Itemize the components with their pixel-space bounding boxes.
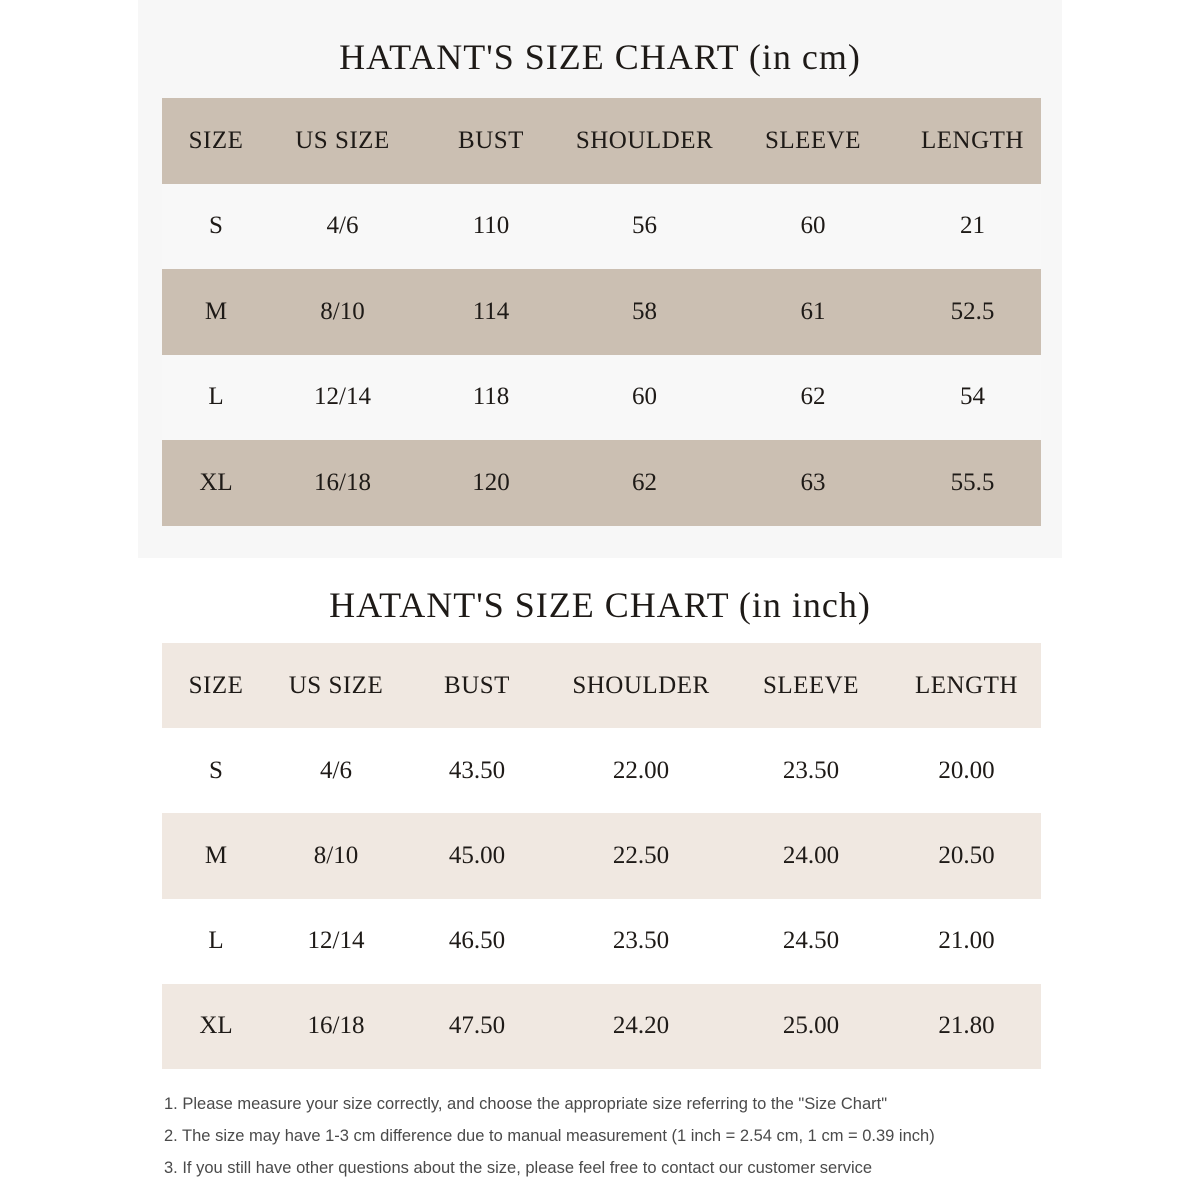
- table-row: [162, 899, 1041, 984]
- table-row: [162, 269, 1041, 355]
- cell-us-size: 16/18: [307, 1012, 365, 1040]
- cell-shoulder: 22.50: [612, 841, 670, 869]
- cell-size: L: [208, 383, 224, 411]
- cell-bust: 114: [472, 297, 510, 325]
- cell-length: 20.50: [938, 841, 995, 869]
- header-us-size: US SIZE: [295, 126, 390, 154]
- cell-us-size: 4/6: [326, 212, 359, 240]
- cell-sleeve: 61: [800, 297, 826, 325]
- table-header-row: [162, 98, 1041, 184]
- cell-shoulder: 62: [632, 468, 657, 496]
- table-row: [162, 440, 1041, 526]
- size-notes: [164, 1088, 935, 1184]
- cm-size-table: [162, 98, 1041, 526]
- table-row: [162, 355, 1041, 441]
- header-bust: BUST: [458, 126, 524, 154]
- cell-us-size: 4/6: [320, 756, 352, 784]
- cell-sleeve: 23.50: [782, 756, 840, 784]
- header-size: SIZE: [188, 671, 244, 699]
- cell-bust: 120: [472, 468, 510, 496]
- header-sleeve: SLEEVE: [762, 671, 860, 699]
- header-length: LENGTH: [915, 671, 1018, 699]
- table-row: [162, 728, 1041, 813]
- cm-chart-title: HATANT'S SIZE CHART (in cm): [339, 37, 861, 77]
- cell-us-size: 12/14: [307, 927, 365, 955]
- header-us-size: US SIZE: [288, 671, 384, 699]
- cell-sleeve: 60: [800, 212, 826, 240]
- header-shoulder: SHOULDER: [572, 671, 710, 699]
- cell-shoulder: 24.20: [612, 1012, 670, 1040]
- cell-shoulder: 22.00: [612, 756, 670, 784]
- cell-sleeve: 24.50: [782, 927, 840, 955]
- cell-us-size: 12/14: [314, 383, 371, 411]
- cell-length: 52.5: [950, 297, 995, 325]
- table-row: [162, 184, 1041, 270]
- note-3: 3. If you still have other questions about the size, please feel free to contact our customer service: [164, 1159, 873, 1177]
- cell-us-size: 16/18: [314, 468, 371, 496]
- cell-sleeve: 63: [800, 468, 826, 496]
- cell-length: 55.5: [950, 468, 995, 496]
- table-row: [162, 813, 1041, 898]
- cell-shoulder: 23.50: [612, 927, 670, 955]
- cell-shoulder: 58: [632, 297, 657, 325]
- cell-shoulder: 60: [632, 383, 657, 411]
- cell-size: M: [204, 297, 228, 325]
- cell-length: 54: [960, 383, 985, 411]
- cell-sleeve: 24.00: [782, 841, 840, 869]
- cell-length: 21.00: [938, 927, 995, 955]
- cell-size: S: [209, 212, 223, 240]
- table-header-row: [162, 643, 1041, 728]
- cell-bust: 47.50: [448, 1012, 506, 1040]
- cell-size: XL: [199, 1012, 233, 1040]
- cell-bust: 46.50: [448, 927, 506, 955]
- cell-sleeve: 62: [800, 383, 826, 411]
- cell-bust: 45.00: [448, 841, 506, 869]
- cell-bust: 110: [472, 212, 510, 240]
- cell-length: 20.00: [938, 756, 995, 784]
- cell-size: S: [209, 756, 223, 784]
- cell-shoulder: 56: [632, 212, 657, 240]
- header-shoulder: SHOULDER: [575, 126, 714, 154]
- cell-bust: 43.50: [448, 756, 506, 784]
- inch-size-table: [162, 643, 1041, 1069]
- cell-size: L: [208, 927, 224, 955]
- note-2: 2. The size may have 1-3 cm difference due to manual measurement (1 inch = 2.54 cm, 1 cm = 0.39 inch): [164, 1127, 935, 1145]
- header-length: LENGTH: [921, 126, 1024, 154]
- cell-size: XL: [199, 468, 233, 496]
- inch-chart-title: HATANT'S SIZE CHART (in inch): [329, 585, 871, 625]
- cell-sleeve: 25.00: [782, 1012, 840, 1040]
- cell-bust: 118: [472, 383, 510, 411]
- header-bust: BUST: [444, 671, 510, 699]
- cell-us-size: 8/10: [313, 841, 359, 869]
- cell-length: 21: [960, 212, 985, 240]
- cell-us-size: 8/10: [320, 297, 365, 325]
- cell-size: M: [204, 841, 228, 869]
- header-size: SIZE: [188, 126, 244, 154]
- table-row: [162, 984, 1041, 1069]
- cell-length: 21.80: [938, 1012, 995, 1040]
- note-1: 1. Please measure your size correctly, and choose the appropriate size referring to the "Size Chart": [164, 1095, 888, 1113]
- header-sleeve: SLEEVE: [764, 126, 862, 154]
